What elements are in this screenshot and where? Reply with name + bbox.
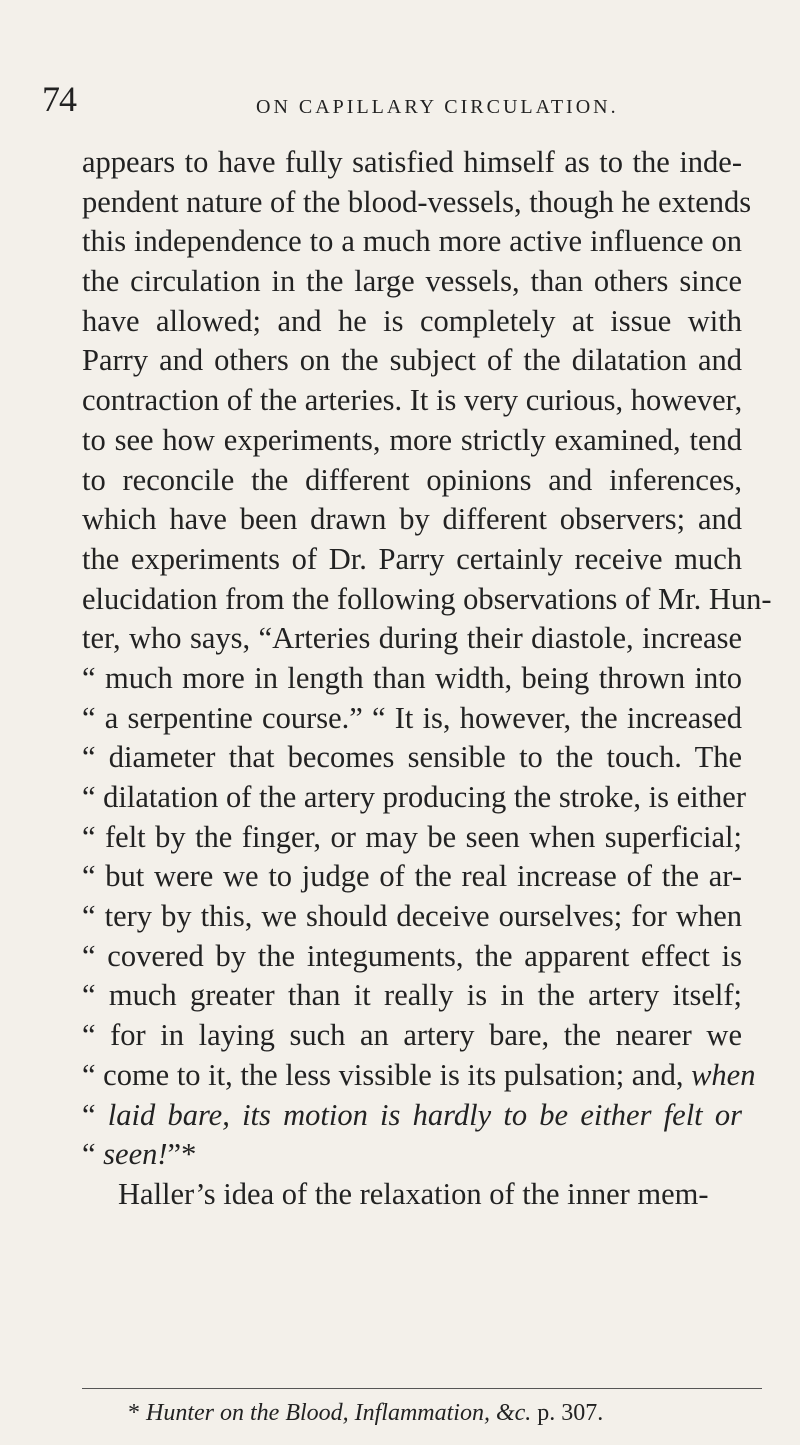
- body-text: [82, 143, 772, 1215]
- page-header: [0, 78, 800, 138]
- quote-line-italic: seen!: [103, 1137, 168, 1172]
- text-line: the experiments of Dr. Parry certainly receive much: [82, 541, 742, 576]
- quote-line: “ tery by this, we should deceive ourselves; for when: [82, 899, 742, 934]
- quote-line: “ covered by the integuments, the apparent effect is: [82, 938, 742, 973]
- text-line: contraction of the arteries. It is very curious, however,: [82, 383, 743, 418]
- quote-line: “ but were we to judge of the real increase of the ar-: [82, 859, 742, 894]
- quote-line: [82, 1096, 742, 1136]
- quote-mark: “: [82, 1137, 104, 1172]
- quote-line-italic: when: [691, 1057, 756, 1092]
- text-line: pendent nature of the blood-vessels, though he extends: [82, 184, 752, 219]
- footnote-citation: Hunter on the Blood, Inflammation, &c.: [146, 1400, 532, 1426]
- footnote-rule: [82, 1388, 762, 1389]
- quote-line: [82, 1056, 756, 1096]
- quote-mark: “: [82, 1097, 108, 1132]
- quote-line: “ for in laying such an artery bare, the nearer we: [82, 1018, 742, 1053]
- quote-line: “ felt by the finger, or may be seen when superficial;: [82, 819, 742, 854]
- text-line: to reconcile the different opinions and inferences,: [82, 462, 742, 497]
- text-line: have allowed; and he is completely at issue with: [82, 303, 742, 338]
- text-line: to see how experiments, more strictly examined, tend: [82, 422, 742, 457]
- text-line: ter, who says, “Arteries during their diastole, increase: [82, 621, 742, 656]
- footnote-page: p. 307.: [531, 1400, 604, 1426]
- footnote: [128, 1400, 603, 1427]
- text-line: this independence to a much more active influence on: [82, 224, 742, 259]
- quote-line-text: “ come to it, the less vissible is its pulsation; and,: [82, 1057, 684, 1092]
- quote-line: “ diameter that becomes sensible to the touch. The: [82, 740, 742, 775]
- quote-line: “ much greater than it really is in the artery itself;: [82, 978, 742, 1013]
- quote-line-italic: laid bare, its motion is hardly to be either felt or: [107, 1097, 742, 1132]
- page-number: 74: [42, 79, 76, 119]
- running-head: ON CAPILLARY CIRCULATION.: [256, 96, 619, 118]
- footnote-marker: *: [128, 1400, 146, 1426]
- quote-line: “ much more in length than width, being thrown into: [82, 660, 742, 695]
- text-line: the circulation in the large vessels, than others since: [82, 264, 742, 299]
- text-line: appears to have fully satisfied himself as to the inde-: [82, 145, 742, 179]
- text-line: which have been drawn by different observers; and: [82, 502, 742, 537]
- text-line: elucidation from the following observations of Mr. Hun-: [82, 581, 772, 616]
- paragraph-start-line: Haller’s idea of the relaxation of the inner mem-: [118, 1176, 709, 1211]
- quote-line: “ a serpentine course.” “ It is, however, the increased: [82, 700, 742, 735]
- footnote-reference: ”*: [167, 1137, 197, 1172]
- quote-line: “ dilatation of the artery producing the stroke, is either: [82, 780, 747, 814]
- text-line: Parry and others on the subject of the dilatation and: [82, 343, 742, 378]
- quote-line: [82, 1135, 742, 1175]
